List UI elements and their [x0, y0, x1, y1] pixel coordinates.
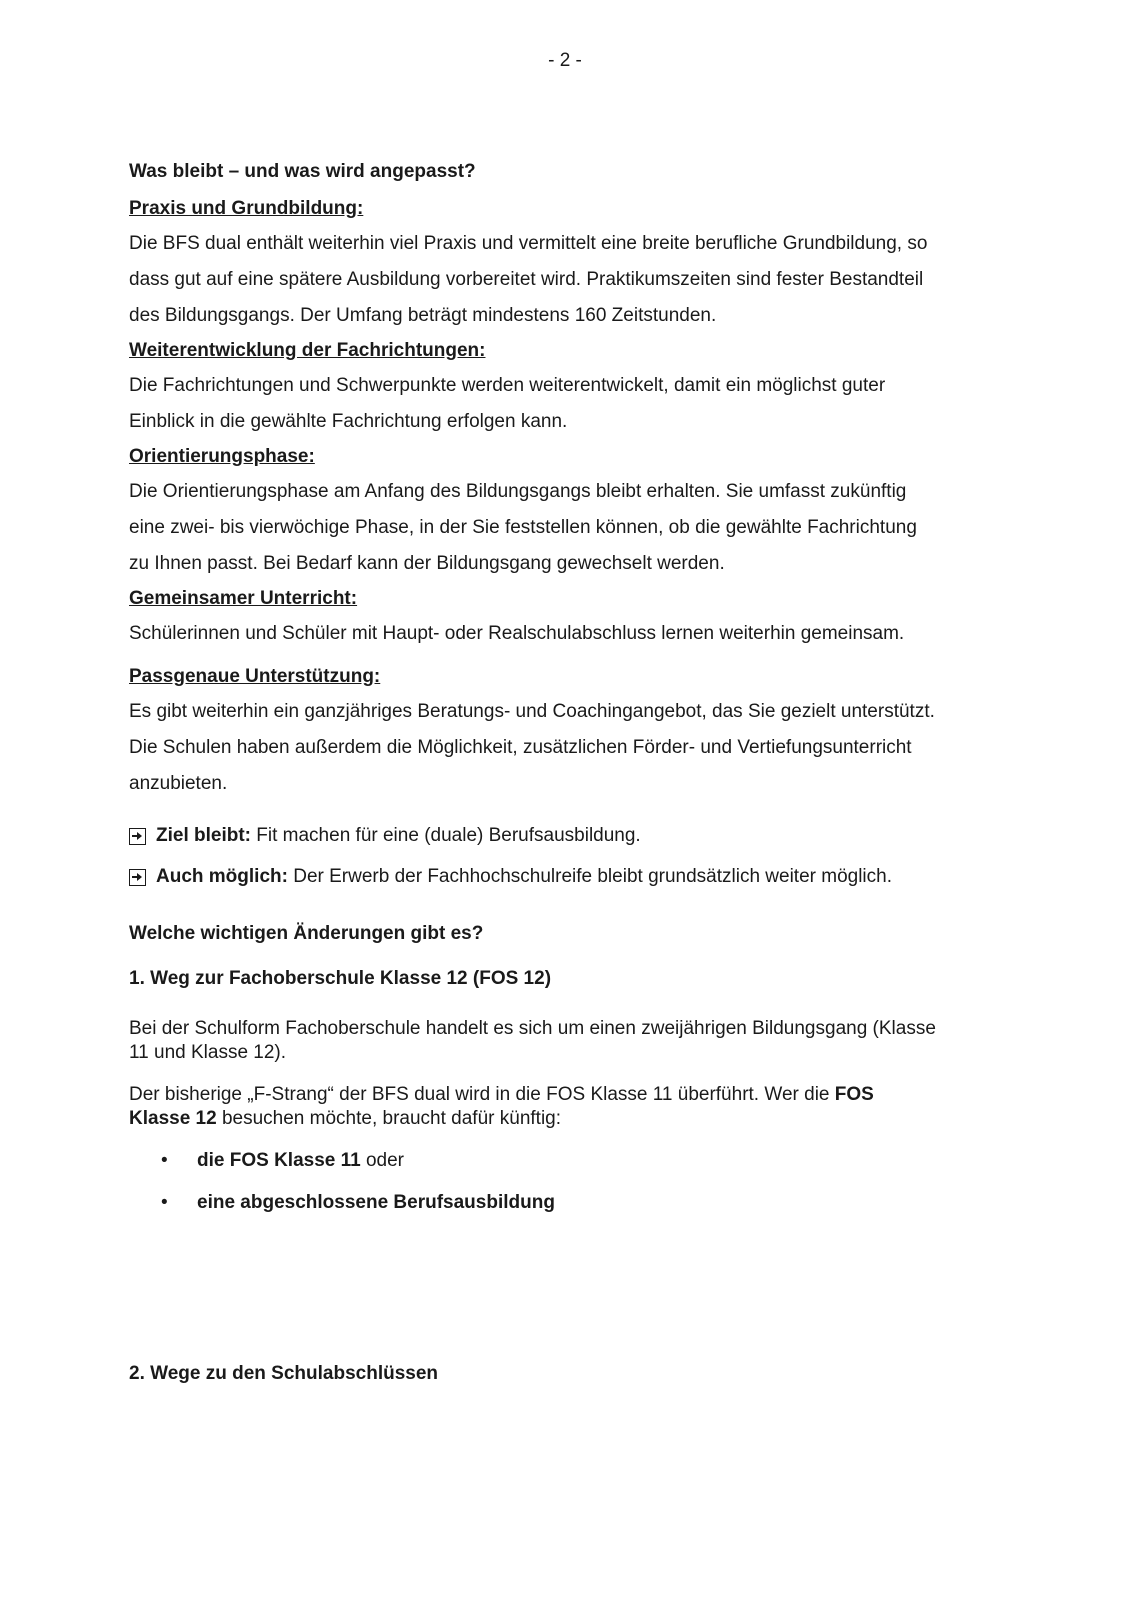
paragraph [129, 1083, 1019, 1131]
paragraph-bold: Klasse 12 [129, 1108, 217, 1129]
paragraph [129, 1017, 1019, 1065]
section-title: Was bleibt – und was wird angepasst? [129, 161, 476, 182]
page-number: - 2 - [548, 50, 582, 71]
block-line: eine zwei- bis vierwöchige Phase, in der Sie feststellen können, ob die gewählte Fachrichtung [129, 517, 917, 538]
arrow-right-icon [129, 828, 146, 845]
block-line: Einblick in die gewählte Fachrichtung erfolgen kann. [129, 411, 568, 432]
block-line: Die Fachrichtungen und Schwerpunkte werden weiterentwickelt, damit ein möglichst guter [129, 375, 886, 396]
block-line: zu Ihnen passt. Bei Bedarf kann der Bildungsgang gewechselt werden. [129, 553, 725, 574]
requirements-list [129, 1149, 1019, 1215]
block-line: dass gut auf eine spätere Ausbildung vorbereitet wird. Praktikumszeiten sind fester Bestandteil [129, 269, 924, 290]
paragraph-text: Der bisherige „F-Strang“ der BFS dual wird in die FOS Klasse 11 überführt. Wer die [129, 1084, 835, 1105]
block-line: anzubieten. [129, 773, 228, 794]
block-unterstuetzung [129, 660, 1019, 802]
block-heading: Praxis und Grundbildung: [129, 198, 364, 219]
list-item [129, 1191, 1019, 1215]
block-praxis [129, 192, 1019, 334]
paragraph-bold: FOS [834, 1084, 874, 1105]
paragraph-line: 11 und Klasse 12). [129, 1042, 287, 1063]
arrow-note-text: Der Erwerb der Fachhochschulreife bleibt grundsätzlich weiter möglich. [287, 866, 893, 887]
arrow-note-label: Ziel bleibt: [156, 825, 251, 846]
list-item-bold: die FOS Klasse 11 [197, 1150, 361, 1171]
list-item [129, 1149, 1019, 1173]
block-line: Die Orientierungsphase am Anfang des Bildungsgangs bleibt erhalten. Sie umfasst zukünftig [129, 481, 907, 502]
arrow-notes [129, 824, 1019, 889]
document-body [129, 160, 1019, 1386]
block-heading: Weiterentwicklung der Fachrichtungen: [129, 340, 486, 361]
arrow-note [129, 824, 1019, 848]
block-line: Es gibt weiterhin ein ganzjähriges Beratungs- und Coachingangebot, das Sie gezielt unterstützt. [129, 701, 935, 722]
block-orientierung [129, 440, 1019, 582]
paragraph-text: besuchen möchte, braucht dafür künftig: [216, 1108, 562, 1129]
arrow-right-icon [129, 869, 146, 886]
block-line: Schülerinnen und Schüler mit Haupt- oder Realschulabschluss lernen weiterhin gemeinsam. [129, 623, 905, 644]
block-heading: Passgenaue Unterstützung: [129, 666, 381, 687]
list-item-text: oder [360, 1150, 405, 1171]
block-line: Die Schulen haben außerdem die Möglichkeit, zusätzlichen Förder- und Vertiefungsunterricht [129, 737, 912, 758]
arrow-note-label: Auch möglich: [156, 866, 288, 887]
block-heading: Gemeinsamer Unterricht: [129, 588, 358, 609]
block-line: des Bildungsgangs. Der Umfang beträgt mindestens 160 Zeitstunden. [129, 305, 717, 326]
block-unterricht [129, 582, 1019, 652]
paragraph-line: Bei der Schulform Fachoberschule handelt es sich um einen zweijährigen Bildungsgang (Klasse [129, 1018, 936, 1039]
subsection-title: 2. Wege zu den Schulabschlüssen [129, 1363, 439, 1384]
block-heading: Orientierungsphase: [129, 446, 315, 467]
arrow-note [129, 865, 1019, 889]
section-title: Welche wichtigen Änderungen gibt es? [129, 923, 484, 944]
block-line: Die BFS dual enthält weiterhin viel Praxis und vermittelt eine breite berufliche Grundbildung, so [129, 233, 928, 254]
list-item-bold: eine abgeschlossene Berufsausbildung [197, 1192, 555, 1213]
subsection-title: 1. Weg zur Fachoberschule Klasse 12 (FOS 12) [129, 968, 552, 989]
arrow-note-text: Fit machen für eine (duale) Berufsausbildung. [251, 825, 641, 846]
block-fachrichtungen [129, 334, 1019, 440]
